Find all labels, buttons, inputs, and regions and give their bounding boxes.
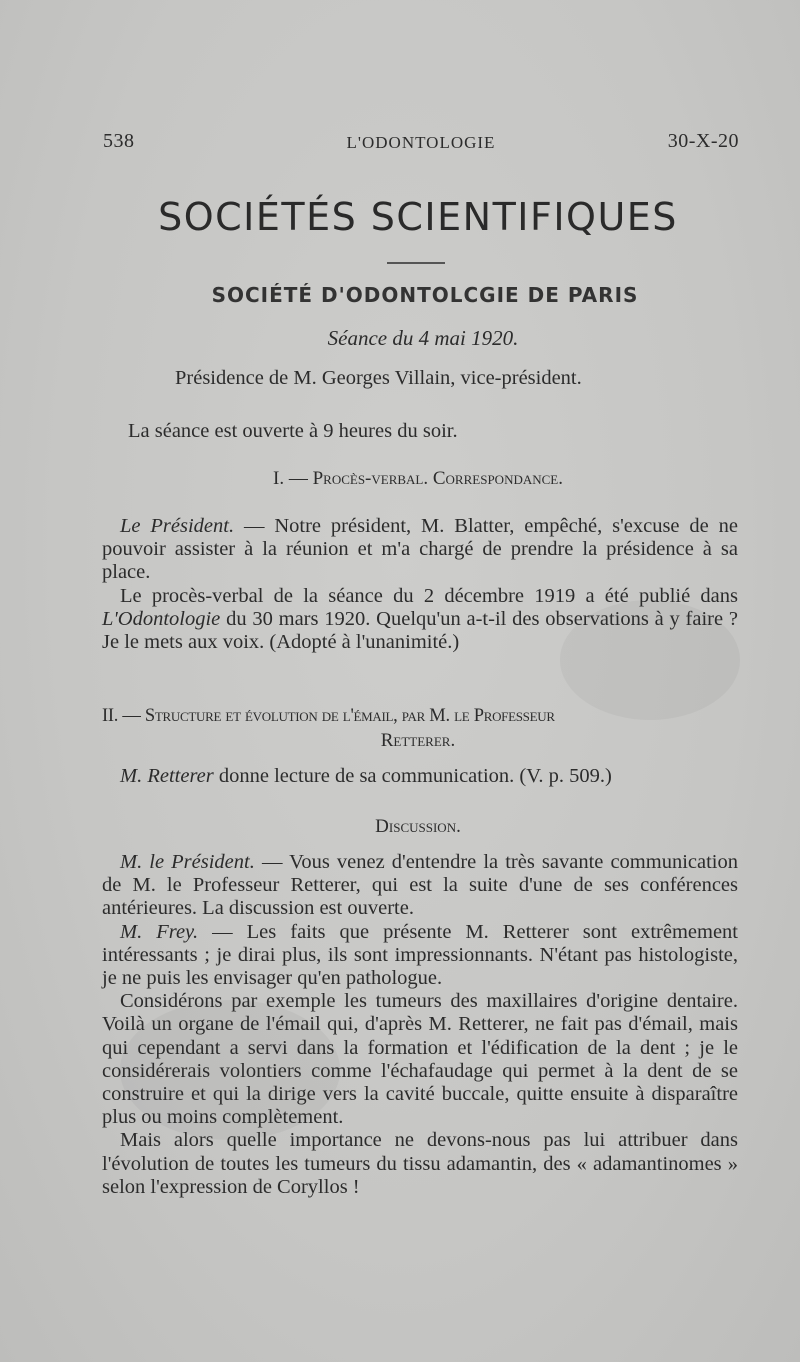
paragraph-frey [102, 921, 738, 991]
presidence-line: Présidence de M. Georges Villain, vice-président. [175, 367, 582, 389]
paragraph-president-excuse [102, 515, 738, 585]
proces-verbal-body [102, 515, 738, 654]
paragraph-tumeurs: Considérons par exemple les tumeurs des maxillaires d'origine dentaire. Voilà un organe de l'émail qui, d'après M. Retterer, ne fait pas d'émail, mais qui cependant a servi dans la formation et l'édification de la dent ; je le considérerais volontiers comme l'échafaudage qui permet à la dent de se construire et qui la dirige vers la cavité buccale, quitte ensuite à disparaître plus ou moins complètement. [102, 990, 738, 1129]
society-title: SOCIÉTÉ D'ODONTOLCGIE DE PARIS [211, 283, 639, 307]
paragraph-adamantinomes: Mais alors quelle importance ne devons-nous pas lui attribuer dans l'évolution de toutes les tumeurs du tissu adamantin, des « adamantinomes » selon l'expression de Coryllos ! [102, 1129, 738, 1198]
page-number: 538 [103, 130, 135, 152]
heading-retterer: II. — Structure et évolution de l'émail, par M. le Professeur [102, 706, 555, 726]
paragraph-text: Le procès-verbal de la séance du 2 décembre 1919 a été publié dans [120, 584, 738, 607]
running-title: L'ODONTOLOGIE [346, 133, 496, 152]
opening-line: La séance est ouverte à 9 heures du soir. [128, 420, 458, 442]
heading-discussion: Discussion. [375, 816, 461, 837]
retterer-body [102, 765, 738, 788]
paragraph-proces-verbal [102, 585, 738, 655]
section-title: SOCIÉTÉS SCIENTIFIQUES [158, 195, 678, 239]
speaker-name: Le Président. [120, 515, 235, 537]
paragraph-text: donne lecture de sa communication. (V. p. 509.) [213, 765, 612, 787]
paragraph-text: — Vous venez d'entendre la très savante communication de M. le Professeur Retterer, qui est la suite d'une de ses conférences antérieures. La discussion est ouverte. [102, 851, 738, 920]
journal-title: L'Odontologie [102, 607, 221, 630]
discussion-body [102, 851, 738, 1199]
speaker-name: M. Retterer [120, 765, 214, 787]
speaker-name: M. Frey. [120, 920, 199, 943]
issue-date: 30-X-20 [667, 130, 739, 152]
title-divider [387, 262, 445, 264]
heading-retterer-cont: Retterer. [380, 730, 456, 751]
paragraph-retterer-lecture [102, 765, 738, 788]
paragraph-text: — Notre président, M. Blatter, empêché, s'excuse de ne pouvoir assister à la réunion et m'a chargé de prendre la présidence à sa place. [102, 515, 738, 584]
paragraph-text: — Les faits que présente M. Retterer sont extrêmement intéressants ; je dirai plus, ils sont impressionnants. N'étant pas histologiste, je ne puis les envisager qu'en pathologue. [102, 920, 738, 990]
running-header [103, 130, 739, 160]
heading-proces-verbal: I. — Procès-verbal. Correspondance. [273, 468, 563, 489]
speaker-name: M. le Président. [120, 851, 255, 873]
paragraph-president-discussion [102, 851, 738, 921]
session-date: Séance du 4 mai 1920. [327, 326, 519, 350]
paragraph-text: du 30 mars 1920. Quelqu'un a-t-il des observations à y faire ? Je le mets aux voix. (Adopté à l'unanimité.) [102, 607, 738, 654]
